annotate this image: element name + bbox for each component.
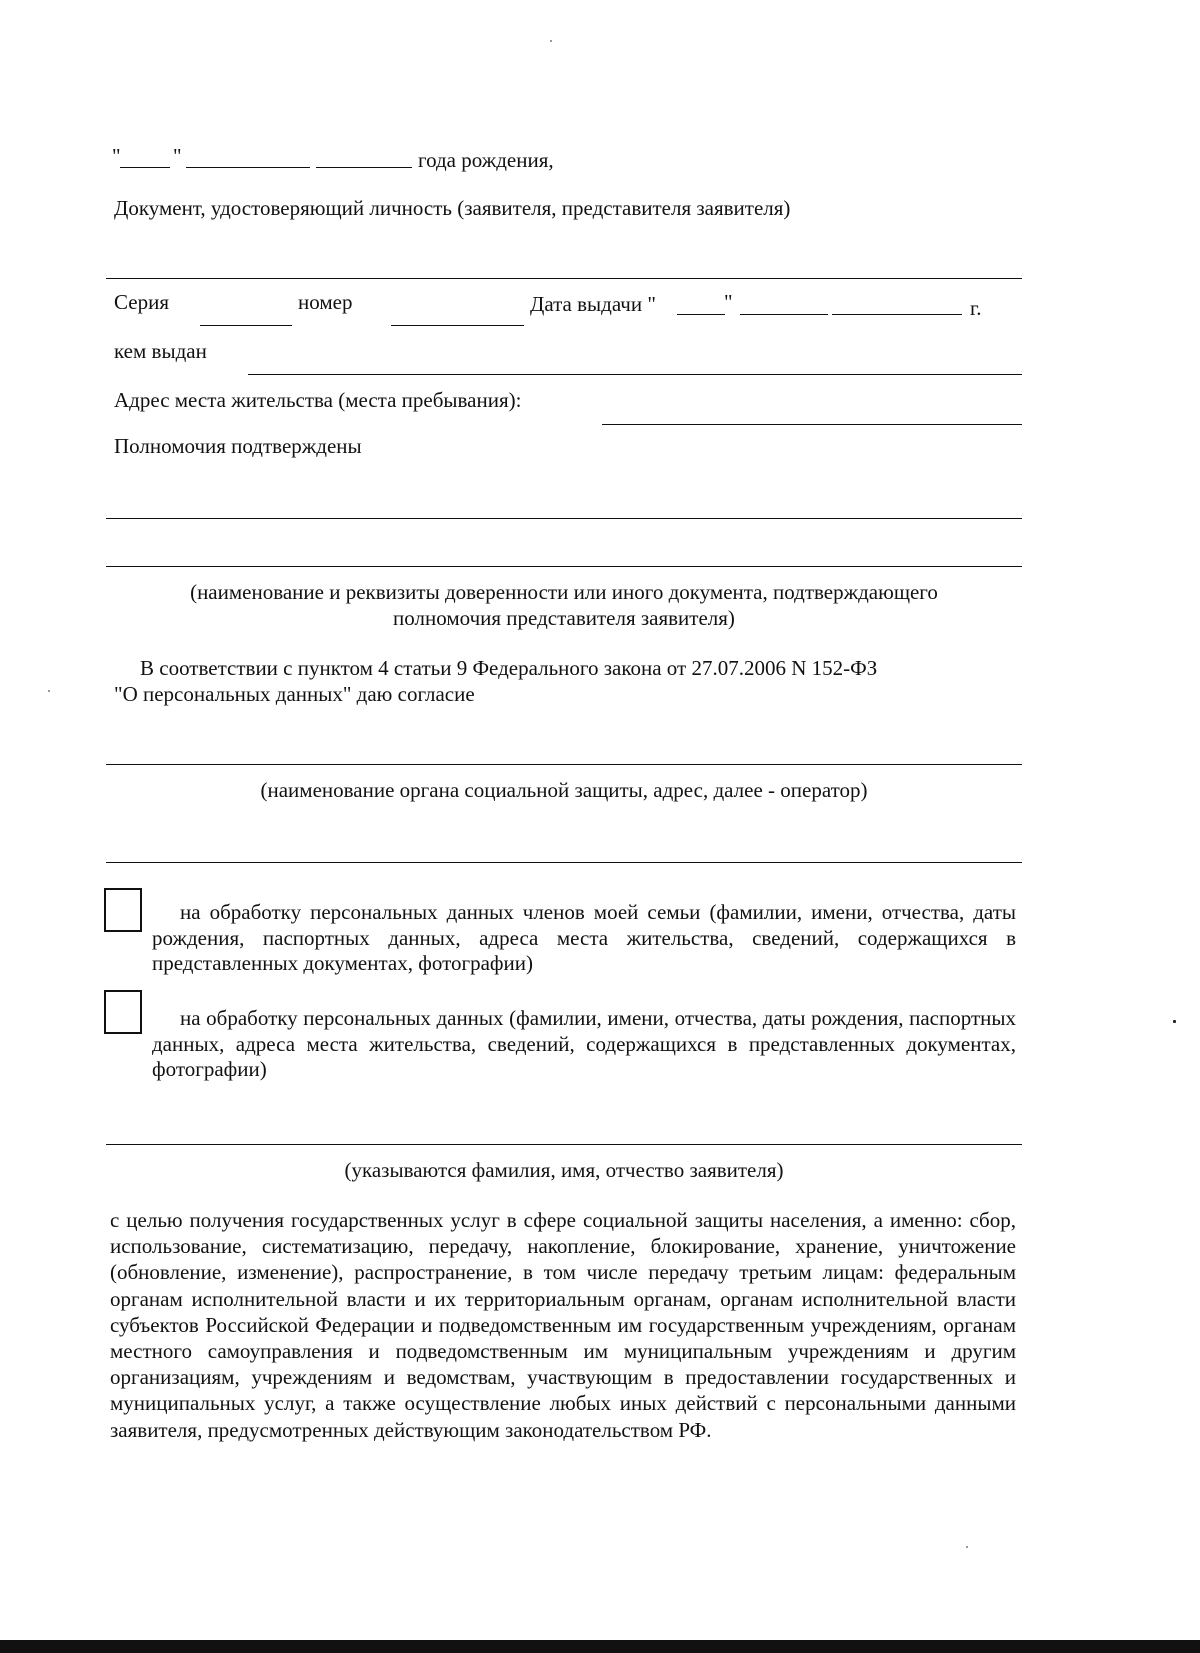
- issue-date-label: Дата выдачи ": [530, 292, 656, 316]
- series-label: Серия: [114, 290, 169, 314]
- issue-month-field[interactable]: [740, 314, 828, 315]
- authority-hint-line1: (наименование и реквизиты доверенности или иного документа, подтверждающего: [190, 580, 938, 604]
- authority-hint-line2: полномочия представителя заявителя): [393, 606, 735, 630]
- birth-label: года рождения,: [418, 148, 554, 172]
- self-consent-checkbox[interactable]: [104, 990, 142, 1034]
- address-field[interactable]: [602, 424, 1022, 425]
- birth-month-field[interactable]: [186, 167, 310, 168]
- birth-day-field[interactable]: [120, 167, 170, 168]
- consent-intro-line1: В соответствии с пунктом 4 статьи 9 Федерального закона от 27.07.2006 N 152-ФЗ: [140, 656, 878, 680]
- scan-speck: [1173, 1020, 1176, 1023]
- identity-doc-field[interactable]: [106, 278, 1022, 279]
- purpose-paragraph: с целью получения государственных услуг в сфере социальной защиты населения, а именно: сбор, использование, систематизацию, передачу, накопление, блокирование, хранение, уничтожение (обновление, изменение), распространение, в том числе передачу третьим лицам: федеральным органам исполнительной власти и их территориальным органам, органам исполнительной власти субъектов Российской Федерации и подведомственным им государственным учреждениям, органам местного самоуправления и подведомственным им муниципальным учреждениям и другим организациям, учреждениям и ведомствам, участвующим в предоставлении государственных и муниципальных услуг, а также осуществление любых иных действий с персональными данными заявителя, предусмотренных действующим законодательством РФ.: [110, 1208, 1016, 1442]
- scan-speck: [550, 40, 552, 42]
- birth-quote-close: ": [173, 144, 182, 168]
- scan-edge: [0, 1640, 1200, 1653]
- scan-speck: [48, 690, 50, 692]
- operator-hint: (наименование органа социальной защиты, адрес, далее - оператор): [260, 778, 868, 802]
- authority-label: Полномочия подтверждены: [114, 434, 362, 458]
- family-consent-checkbox[interactable]: [104, 888, 142, 932]
- operator-field[interactable]: [106, 764, 1022, 765]
- issue-year-field[interactable]: [832, 314, 962, 315]
- operator-field-2[interactable]: [106, 862, 1022, 863]
- birth-year-field[interactable]: [316, 167, 412, 168]
- year-suffix: г.: [970, 296, 982, 320]
- authority-field-1[interactable]: [106, 518, 1022, 519]
- birth-quote-open: ": [112, 144, 121, 168]
- number-label: номер: [298, 290, 353, 314]
- family-consent-text: на обработку персональных данных членов моей семьи (фамилии, имени, отчества, даты рождения, паспортных данных, адреса места жительства, сведений, содержащихся в представленных документах, фотографии): [152, 900, 1016, 975]
- issued-by-field[interactable]: [248, 374, 1022, 375]
- identity-doc-label: Документ, удостоверяющий личность (заявителя, представителя заявителя): [114, 196, 791, 220]
- number-field[interactable]: [391, 325, 524, 326]
- scan-speck: [966, 1546, 968, 1548]
- address-label: Адрес места жительства (места пребывания):: [114, 388, 522, 412]
- applicant-name-field[interactable]: [106, 1144, 1022, 1145]
- authority-field-2[interactable]: [106, 566, 1022, 567]
- self-consent-text: на обработку персональных данных (фамилии, имени, отчества, даты рождения, паспортных данных, адреса места жительства, сведений, содержащихся в представленных документах, фотографии): [152, 1006, 1016, 1081]
- issued-by-label: кем выдан: [114, 339, 207, 363]
- issue-day-field[interactable]: [677, 314, 725, 315]
- series-field[interactable]: [200, 325, 292, 326]
- consent-intro-line2: "О персональных данных" даю согласие: [114, 682, 475, 706]
- applicant-hint: (указываются фамилия, имя, отчество заявителя): [344, 1158, 784, 1182]
- issue-quote-close: ": [724, 290, 733, 314]
